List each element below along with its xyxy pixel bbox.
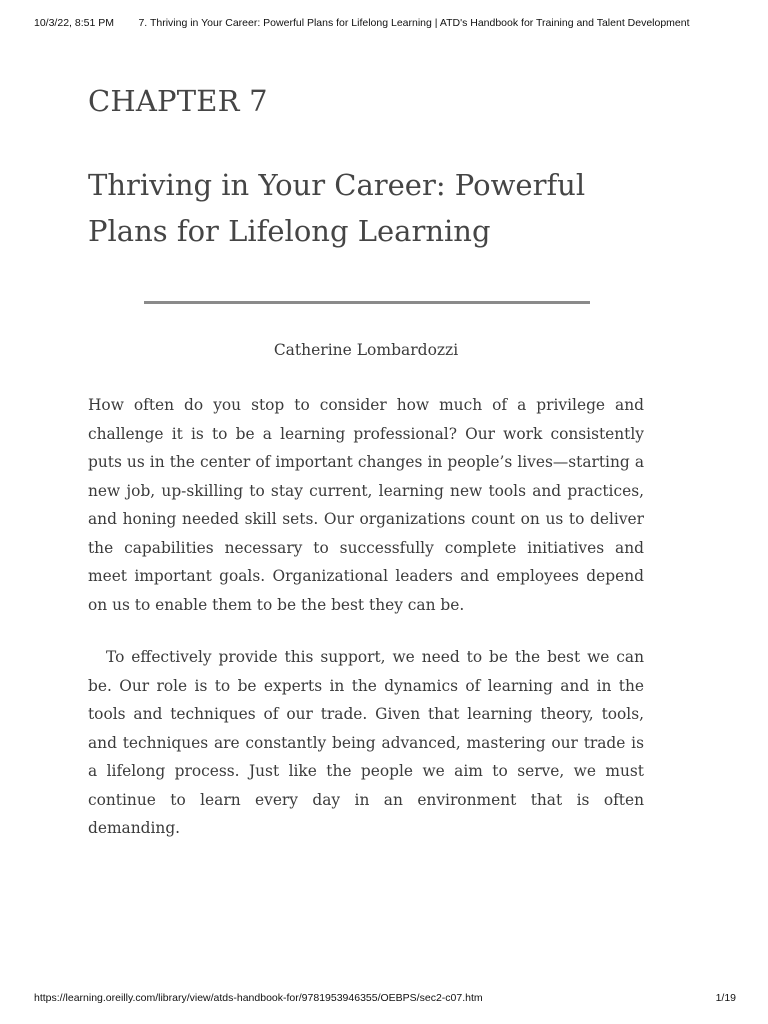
chapter-author: Catherine Lombardozzi <box>273 341 459 359</box>
print-footer <box>0 992 768 1006</box>
print-page-title: 7. Thriving in Your Career: Powerful Plans for Lifelong Learning | ATD's Handbook for Training and Talent Development <box>138 17 690 29</box>
body-paragraph-2: To effectively provide this support, we need to be the best we can be. Our role is to be experts in the dynamics of learning and in the tools and techniques of our trade. Given that learning theory, tools, and techniques are constantly being advanced, mastering our trade is a lifelong process. Just like the people we aim to serve, we must continue to learn every day in an environment that is often demanding. <box>88 648 644 837</box>
body-paragraph-1: How often do you stop to consider how much of a privilege and challenge it is to be a learning professional? Our work consistently puts us in the center of important changes in people’s lives—starting a new job, up-skilling to stay current, learning new tools and practices, and honing needed skill sets. Our organizations count on us to deliver the capabilities necessary to successfully complete initiatives and meet important goals. Organizational leaders and employees depend on us to enable them to be the best they can be. <box>88 396 644 614</box>
section-divider <box>144 301 590 304</box>
chapter-label: CHAPTER 7 <box>88 84 268 118</box>
print-page-number: 1/19 <box>715 992 736 1004</box>
print-url: https://learning.oreilly.com/library/view/atds-handbook-for/9781953946355/OEBPS/sec2-c07.htm <box>34 992 483 1004</box>
print-timestamp: 10/3/22, 8:51 PM <box>34 17 114 29</box>
print-header <box>0 17 768 31</box>
chapter-title: Thriving in Your Career: Powerful Plans for Lifelong Learning <box>88 168 586 248</box>
